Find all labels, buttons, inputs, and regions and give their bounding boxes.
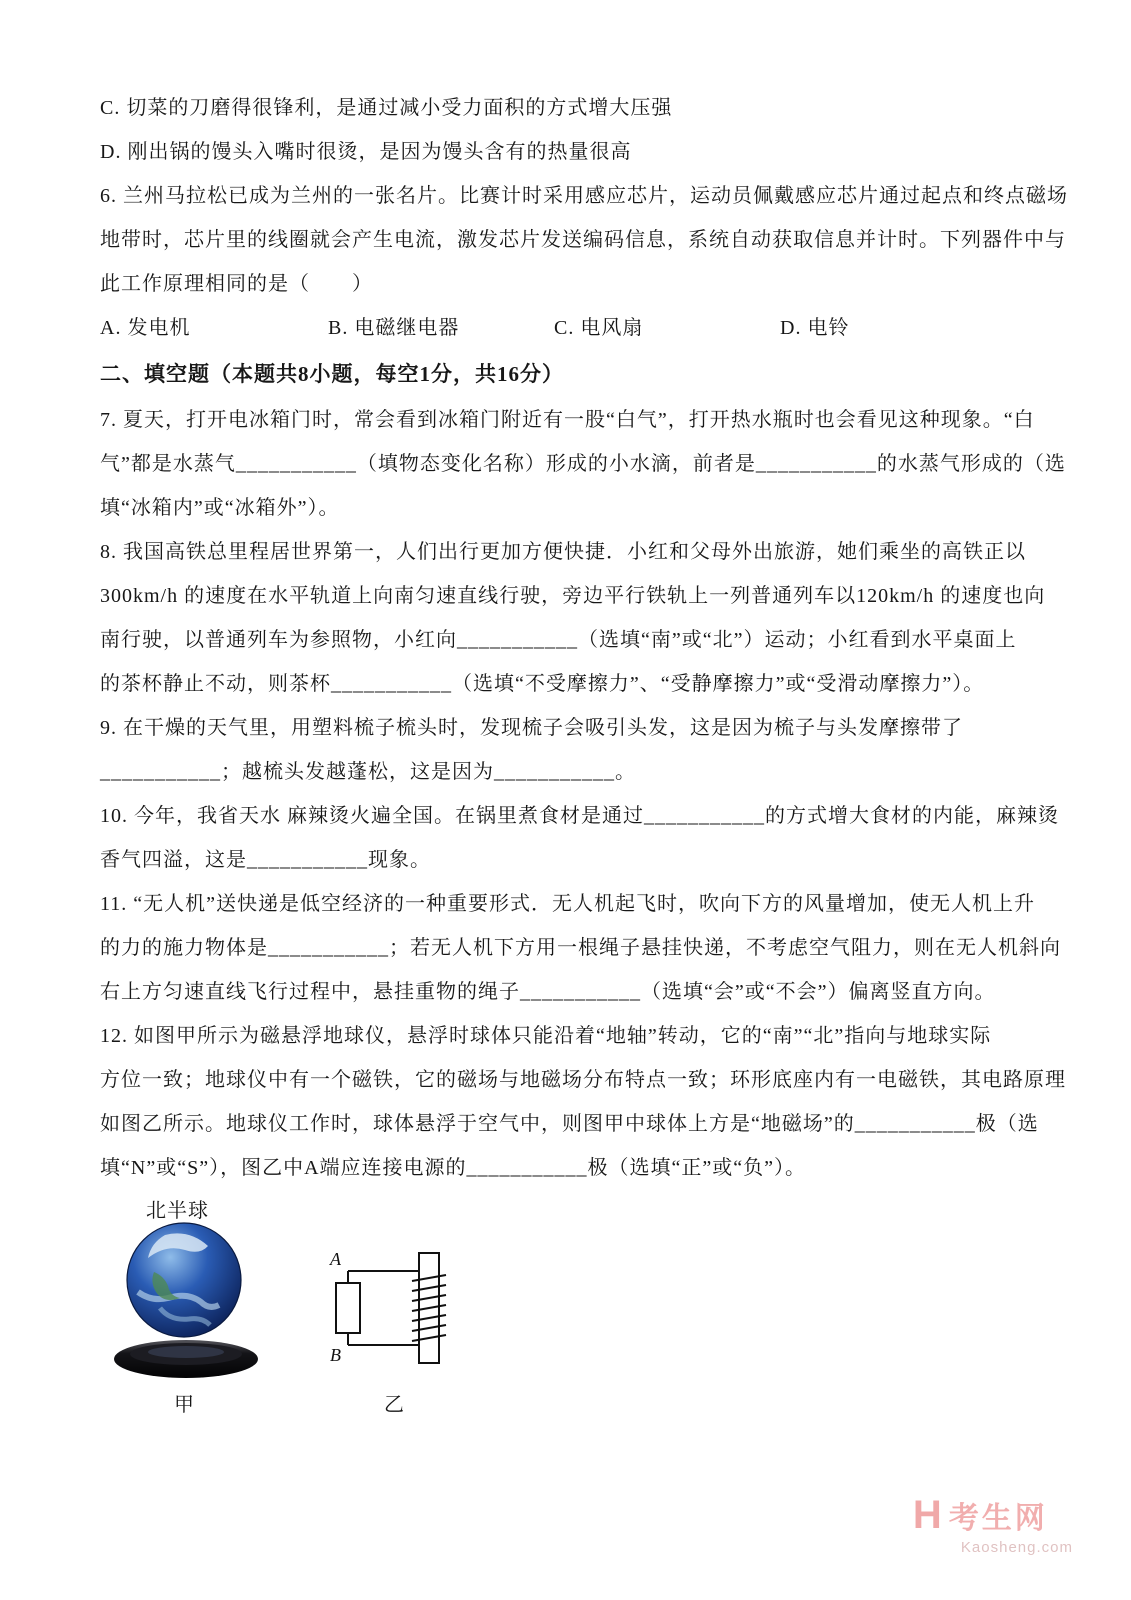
figure-north-hemisphere-label: 北半球 bbox=[146, 1200, 209, 1222]
kaosheng-logo-icon: H bbox=[912, 1493, 942, 1537]
terminal-a-label: A bbox=[330, 1249, 341, 1269]
question-6-options bbox=[100, 306, 1035, 350]
question-7-text-line-2: 气”都是水蒸气___________（填物态变化名称）形成的小水滴，前者是___________的水蒸气形成的（选 bbox=[100, 453, 1066, 475]
question-9-text-line-2: ___________；越梳头发越蓬松，这是因为___________。 bbox=[100, 761, 636, 783]
question-11-text-line-3: 右上方匀速直线飞行过程中，悬挂重物的绳子___________（选填“会”或“不会”）偏离竖直方向。 bbox=[100, 981, 996, 1003]
question-8-text-line-3: 南行驶，以普通列车为参照物，小红向___________（选填“南”或“北”）运动；小红看到水平桌面上 bbox=[100, 629, 1017, 651]
figure-caption-jia: 甲 bbox=[174, 1394, 194, 1416]
question-6-text-line-2: 地带时，芯片里的线圈就会产生电流，激发芯片发送编码信息，系统自动获取信息并计时。下列器件中与 bbox=[100, 229, 1066, 251]
question-10-text-line-2: 香气四溢，这是___________现象。 bbox=[100, 849, 431, 871]
question-12-figure bbox=[100, 1194, 1035, 1434]
globe-base-glow bbox=[148, 1346, 224, 1358]
question-11-text-line-1: 11. “无人机”送快递是低空经济的一种重要形式．无人机起飞时，吹向下方的风量增加，使无人机上升 bbox=[100, 893, 1036, 915]
question-6-option-d: D. 电铃 bbox=[780, 317, 850, 339]
question-6-text-line-1: 6. 兰州马拉松已成为兰州的一张名片。比赛计时采用感应芯片，运动员佩戴感应芯片通过起点和终点磁场 bbox=[100, 185, 1068, 207]
question-7-text-line-1: 7. 夏天，打开电冰箱门时，常会看到冰箱门附近有一股“白气”，打开热水瓶时也会看见这种现象。“白 bbox=[100, 409, 1035, 431]
site-watermark bbox=[913, 1493, 1073, 1556]
question-6-option-c: C. 电风扇 bbox=[554, 317, 644, 339]
question-6-text-line-3: 此工作原理相同的是（ ） bbox=[100, 273, 373, 295]
question-5-option-d: D. 刚出锅的馒头入嘴时很烫，是因为馒头含有的热量很高 bbox=[100, 141, 632, 163]
section-2-header: 二、填空题（本题共8小题，每空1分，共16分） bbox=[100, 362, 564, 386]
question-12-text-line-1: 12. 如图甲所示为磁悬浮地球仪，悬浮时球体只能沿着“地轴”转动，它的“南”“北”指向与地球实际 bbox=[100, 1025, 992, 1047]
figure-caption-yi: 乙 bbox=[384, 1394, 404, 1416]
question-8-text-line-1: 8. 我国高铁总里程居世界第一，人们出行更加方便快捷．小红和父母外出旅游，她们乘坐的高铁正以 bbox=[100, 541, 1026, 563]
question-10-text-line-1: 10. 今年，我省天水 麻辣烫火遍全国。在锅里煮食材是通过___________的方式增大食材的内能，麻辣烫 bbox=[100, 805, 1059, 827]
question-12-text-line-3: 如图乙所示。地球仪工作时，球体悬浮于空气中，则图甲中球体上方是“地磁场”的___________极（选 bbox=[100, 1113, 1039, 1135]
question-6-option-b: B. 电磁继电器 bbox=[328, 317, 460, 339]
question-8-text-line-4: 的茶杯静止不动，则茶杯___________（选填“不受摩擦力”、“受静摩擦力”或“受滑动摩擦力”）。 bbox=[100, 673, 985, 695]
circuit-component-box bbox=[336, 1283, 360, 1333]
solenoid-windings bbox=[412, 1275, 446, 1341]
question-7-text-line-3: 填“冰箱内”或“冰箱外”）。 bbox=[100, 497, 340, 519]
circuit-diagram bbox=[322, 1249, 464, 1367]
terminal-b-label: B bbox=[330, 1345, 341, 1365]
question-8-text-line-2: 300km/h 的速度在水平轨道上向南匀速直线行驶，旁边平行铁轨上一列普通列车以120km/h 的速度也向 bbox=[100, 585, 1046, 607]
watermark-site-url: Kaosheng.com bbox=[960, 1539, 1073, 1556]
question-12-text-line-2: 方位一致；地球仪中有一个磁铁，它的磁场与地磁场分布特点一致；环形底座内有一电磁铁，其电路原理 bbox=[100, 1069, 1066, 1091]
question-11-text-line-2: 的力的施力物体是___________；若无人机下方用一根绳子悬挂快递，不考虑空气阻力，则在无人机斜向 bbox=[100, 937, 1061, 959]
question-6-option-a: A. 发电机 bbox=[100, 317, 191, 339]
question-12-text-line-4: 填“N”或“S”），图乙中A端应连接电源的___________极（选填“正”或“负”）。 bbox=[100, 1157, 807, 1179]
question-5-option-c: C. 切菜的刀磨得很锋利，是通过减小受力面积的方式增大压强 bbox=[100, 97, 673, 119]
watermark-brand: 考生网 bbox=[948, 1502, 1048, 1535]
levitating-globe-illustration bbox=[102, 1220, 270, 1380]
question-9-text-line-1: 9. 在干燥的天气里，用塑料梳子梳头时，发现梳子会吸引头发，这是因为梳子与头发摩擦带了 bbox=[100, 717, 963, 739]
